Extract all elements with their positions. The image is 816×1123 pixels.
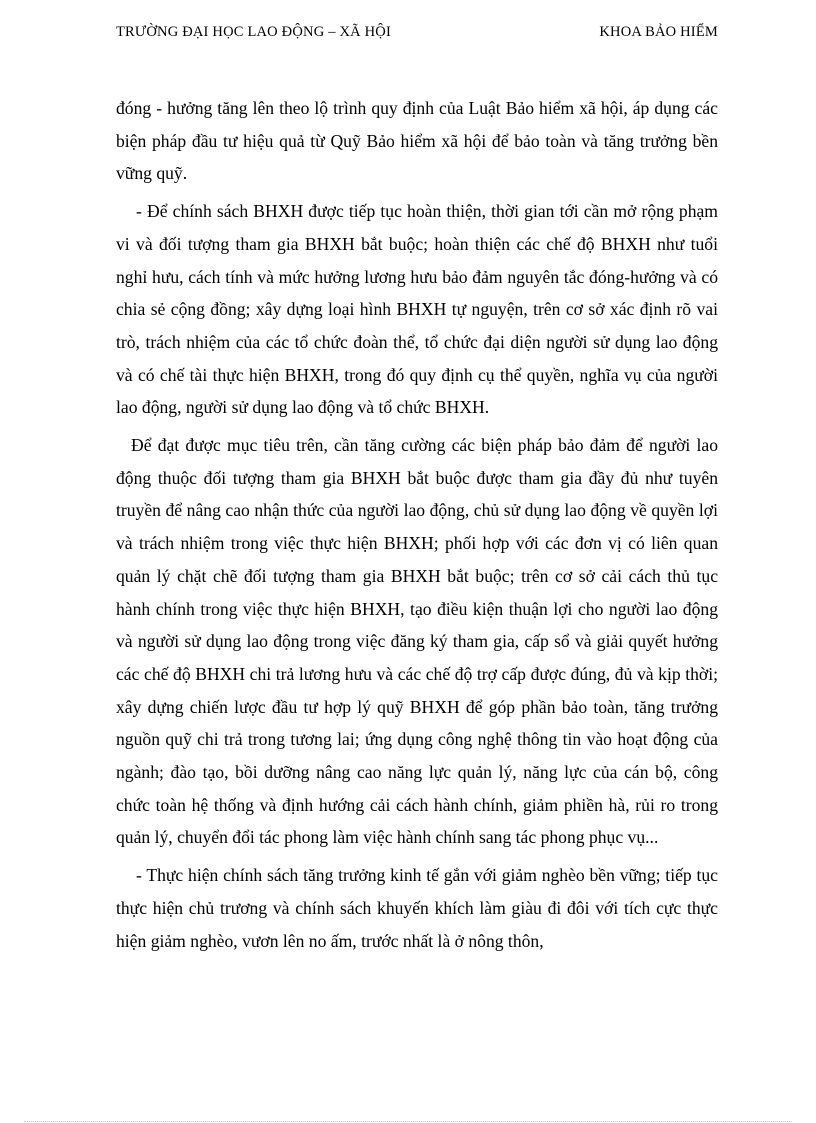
header-university-name: TRƯỜNG ĐẠI HỌC LAO ĐỘNG – XÃ HỘI bbox=[116, 24, 392, 40]
paragraph-continuation: đóng - hưởng tăng lên theo lộ trình quy định của Luật Bảo hiểm xã hội, áp dụng các biện pháp đầu tư hiệu quả từ Quỹ Bảo hiểm xã hội để bảo toàn và tăng trưởng bền vững quỹ. bbox=[116, 98, 718, 184]
header-faculty-name: KHOA BẢO HIỂM bbox=[599, 24, 718, 40]
paragraph-bhxh-policy: - Để chính sách BHXH được tiếp tục hoàn thiện, thời gian tới cần mở rộng phạm vi và đối tượng tham gia BHXH bắt buộc; hoàn thiện các chế độ BHXH như tuổi nghỉ hưu, cách tính và mức hưởng lương hưu bảo đảm nguyên tắc đóng-hưởng và có chia sẻ cộng đồng; xây dựng loại hình BHXH tự nguyện, trên cơ sở xác định rõ vai trò, trách nhiệm của các tổ chức đoàn thể, tổ chức đại diện người sử dụng lao động và có chế tài thực hiện BHXH, trong đó quy định cụ thể quyền, nghĩa vụ của người lao động, người sử dụng lao động và tổ chức BHXH. bbox=[116, 201, 718, 418]
document-body bbox=[116, 92, 718, 962]
page-header bbox=[116, 24, 718, 46]
paragraph-poverty-reduction: - Thực hiện chính sách tăng trưởng kinh tế gắn với giảm nghèo bền vững; tiếp tục thực hiện chủ trương và chính sách khuyến khích làm giàu đi đôi với tích cực thực hiện giảm nghèo, vươn lên no ấm, trước nhất là ở nông thôn, bbox=[116, 865, 718, 951]
paragraph-measures: Để đạt được mục tiêu trên, cần tăng cường các biện pháp bảo đảm để người lao động thuộc đối tượng tham gia BHXH bắt buộc được tham gia đầy đủ như tuyên truyền để nâng cao nhận thức của người lao động, chủ sử dụng lao động về quyền lợi và trách nhiệm trong việc thực hiện BHXH; phối hợp với các đơn vị có liên quan quản lý chặt chẽ đối tượng tham gia BHXH bắt buộc; trên cơ sở cải cách thủ tục hành chính trong việc thực hiện BHXH, tạo điều kiện thuận lợi cho người lao động và người sử dụng lao động trong việc đăng ký tham gia, cấp sổ và giải quyết hưởng các chế độ BHXH chi trả lương hưu và các chế độ trợ cấp được đúng, đủ và kịp thời; xây dựng chiến lược đầu tư hợp lý quỹ BHXH để góp phần bảo toàn, tăng trưởng nguồn quỹ chi trả trong tương lai; ứng dụng công nghệ thông tin vào hoạt động của ngành; đào tạo, bồi dưỡng nâng cao năng lực quản lý, năng lực của cán bộ, công chức toàn hệ thống và định hướng cải cách hành chính, giảm phiền hà, rủi ro trong quản lý, chuyển đổi tác phong làm việc hành chính sang tác phong phục vụ... bbox=[116, 435, 718, 848]
page-bottom-divider bbox=[24, 1121, 792, 1122]
